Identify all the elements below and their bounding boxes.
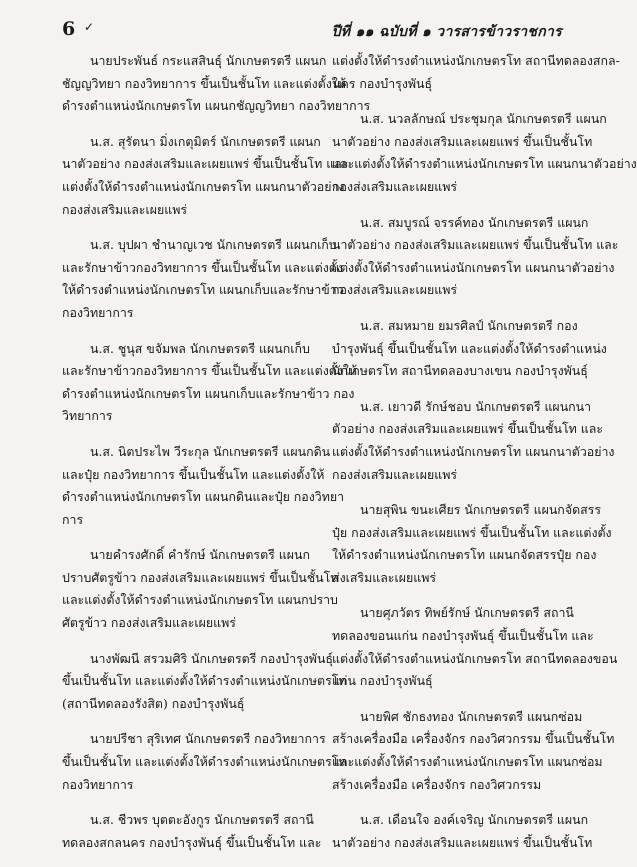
text-line: และแต่งตั้งให้ดำรงตำแหน่งนักเกษตรโท แผนกปราบ — [62, 592, 338, 608]
text-line: และแต่งตั้งให้ดำรงตำแหน่งนักเกษตรโท แผนกซ่อม — [332, 754, 603, 770]
text-line: นคร กองบำรุงพันธุ์ — [332, 75, 433, 91]
text-line: น.ส. นิตประไพ วีระกุล นักเกษตรตรี แผนกดิน — [90, 443, 331, 459]
text-line: กองส่งเสริมและเผยแพร่ — [62, 201, 188, 217]
running-title: ปีที่ ๑๑ ฉบับที่ ๑ วารสารข้าวราชการ — [331, 24, 562, 40]
text-line: (สถานีทดลองรังสิต) กองบำรุงพันธุ์ — [62, 695, 245, 711]
text-line: น.ส. นวลลักษณ์ ประชุมกุล นักเกษตรตรี แผนก — [360, 111, 607, 127]
text-line: การ — [62, 511, 84, 527]
text-line: กองส่งเสริมและเผยแพร่ — [332, 178, 458, 194]
text-line: น.ส. ชูนุส ขจัมพล นักเกษตรตรี แผนกเก็บ — [90, 340, 310, 356]
text-line: ปราบศัตรูข้าว กองส่งเสริมและเผยแพร่ ขึ้นเป็นชั้นโท — [62, 569, 339, 585]
text-line: นาตัวอย่าง กองส่งเสริมและเผยแพร่ ขึ้นเป็นชั้นโท — [332, 834, 593, 850]
announcement-paragraph — [62, 131, 349, 221]
announcement-paragraph — [332, 212, 619, 302]
announcement-paragraph — [332, 108, 637, 198]
announcement-paragraph — [332, 706, 615, 796]
text-line: กองวิทยาการ — [62, 776, 134, 792]
text-line: นายศุภวัตร ทิพย์รักษ์ นักเกษตรตรี สถานี — [360, 605, 574, 621]
right-column — [332, 50, 637, 867]
text-line: นายประพันธ์ กระแสสินธุ์ นักเกษตรตรี แผนก — [90, 53, 327, 68]
text-line: ให้ดำรงตำแหน่งนักเกษตรโท แผนกจัดสรรปุ๋ย กอง — [332, 547, 597, 563]
text-line: และปุ๋ย กองวิทยาการ ขึ้นเป็นชั้นโท และแต่งตั้งให้ — [62, 466, 325, 482]
text-line: บำรุงพันธุ์ ขึ้นเป็นชั้นโท และแต่งตั้งให้ดำรงตำแหน่ง — [332, 340, 607, 356]
text-line: แต่งตั้งให้ดำรงตำแหน่งนักเกษตรโท แผนกนาตัวอย่าง — [332, 443, 615, 459]
announcement-paragraph — [332, 396, 615, 486]
announcement-paragraph — [62, 809, 322, 854]
text-line: นาตัวอย่าง กองส่งเสริมและเผยแพร่ ขึ้นเป็นชั้นโท — [332, 133, 593, 149]
text-line: ให้ดำรงตำแหน่งนักเกษตรโท แผนกเก็บและรักษาข้าว — [62, 282, 344, 298]
text-line: แต่งตั้งให้ดำรงตำแหน่งนักเกษตรโท สถานีทดลองขอน — [332, 650, 618, 666]
announcement-paragraph — [332, 602, 618, 692]
text-line: ทดลองสกลนคร กองบำรุงพันธุ์ ขึ้นเป็นชั้นโท และ — [62, 834, 322, 850]
text-line: น.ส. เยาวดี รักษ์ชอบ นักเกษตรตรี แผนกนา — [360, 398, 592, 414]
text-line: น.ส. สมบูรณ์ จรรค์ทอง นักเกษตรตรี แผนก — [360, 214, 589, 230]
announcement-paragraph — [62, 648, 347, 716]
announcement-paragraph — [332, 809, 593, 854]
announcement-paragraph — [62, 50, 371, 118]
announcement-paragraph — [62, 728, 347, 796]
text-line: นายพิศ ชักธงทอง นักเกษตรตรี แผนกซ่อม — [360, 708, 583, 724]
text-line: นาตัวอย่าง กองส่งเสริมและเผยแพร่ ขึ้นเป็นชั้นโท และ — [62, 156, 349, 172]
text-line: สร้างเครื่องมือ เครื่องจักร กองวิศวกรรม ขึ้นเป็นชั้นโท — [332, 731, 615, 747]
text-line: ขึ้นเป็นชั้นโท และแต่งตั้งให้ดำรงตำแหน่งนักเกษตรโท — [62, 754, 347, 770]
text-line: ทดลองขอนแก่น กองบำรุงพันธุ์ ขึ้นเป็นชั้นโท และ — [332, 628, 594, 644]
text-line: ชัญญวิทยา กองวิทยาการ ขึ้นเป็นชั้นโท และแต่งตั้งให้ — [62, 75, 346, 91]
text-line: น.ส. สุรัตนา มิ่งเกตุมิตร์ นักเกษตรตรี แผนก — [90, 133, 321, 149]
text-line: นายสุพิน ขนะเศียร นักเกษตรตรี แผนกจัดสรร — [360, 502, 601, 518]
text-line: นักเกษตรโท สถานีทดลองบางเขน กองบำรุงพันธุ์ — [332, 363, 588, 379]
text-line: น.ส. บุปผา ชำนาญเวช นักเกษตรตรี แผนกเก็บ — [90, 237, 337, 253]
text-line: ศัตรูข้าว กองส่งเสริมและเผยแพร่ — [62, 615, 236, 631]
announcement-paragraph — [62, 234, 344, 324]
page-header — [62, 18, 562, 42]
text-line: น.ส. เดือนใจ องค์เจริญ นักเกษตรตรี แผนก — [360, 812, 589, 828]
page-number: 6 — [62, 18, 76, 40]
text-line: กองวิทยาการ — [62, 304, 134, 320]
check-mark-icon: ✓ — [84, 20, 95, 34]
text-line: ตัวอย่าง กองส่งเสริมและเผยแพร่ ขึ้นเป็นชั้นโท และ — [332, 421, 604, 437]
text-line: และรักษาข้าวกองวิทยาการ ขึ้นเป็นชั้นโท และแต่งตั้งให้ — [62, 363, 358, 379]
text-line: แก่น กองบำรุงพันธุ์ — [332, 673, 433, 689]
text-line: และแต่งตั้งให้ดำรงตำแหน่งนักเกษตรโท แผนกนาตัวอย่าง — [332, 156, 637, 172]
text-line: กองส่งเสริมและเผยแพร่ — [332, 282, 458, 298]
text-line: ขึ้นเป็นชั้นโท และแต่งตั้งให้ดำรงตำแหน่งนักเกษตรโท — [62, 673, 347, 689]
announcement-paragraph — [332, 315, 607, 383]
text-line: แต่งตั้งให้ดำรงตำแหน่งนักเกษตรโท แผนกนาตัวอย่าง — [62, 178, 345, 194]
announcement-paragraph — [332, 499, 612, 589]
text-line: ปุ๋ย กองส่งเสริมและเผยแพร่ ขึ้นเป็นชั้นโท และแต่งตั้ง — [332, 524, 612, 540]
text-line: แต่งตั้งให้ดำรงตำแหน่งนักเกษตรโท แผนกนาตัวอย่าง — [332, 259, 615, 275]
text-line: นาตัวอย่าง กองส่งเสริมและเผยแพร่ ขึ้นเป็นชั้นโท และ — [332, 237, 619, 253]
announcement-paragraph — [332, 50, 620, 95]
text-line: แต่งตั้งให้ดำรงตำแหน่งนักเกษตรโท สถานีทดลองสกล- — [332, 53, 620, 68]
text-line: น.ส. สมหมาย ยมรศิลป์ นักเกษตรตรี กอง — [360, 317, 578, 333]
left-column — [62, 50, 371, 867]
text-line: สร้างเครื่องมือ เครื่องจักร กองวิศวกรรม — [332, 776, 542, 792]
text-line: และรักษาข้าวกองวิทยาการ ขึ้นเป็นชั้นโท และแต่งตั้ง — [62, 259, 343, 275]
text-line: นางพัฒนี สรวมศิริ นักเกษตรตรี กองบำรุงพันธุ์ — [90, 650, 333, 666]
text-line: ส่งเสริมและเผยแพร่ — [332, 569, 437, 585]
announcement-paragraph — [62, 544, 339, 634]
text-line: นายคำรงศักดิ์ คำรักษ์ นักเกษตรตรี แผนก — [90, 547, 310, 563]
text-line: ดำรงตำแหน่งนักเกษตรโท แผนกเก็บและรักษาข้าว กอง — [62, 385, 355, 401]
text-line: กองส่งเสริมและเผยแพร่ — [332, 466, 458, 482]
text-line: น.ส. ชีวพร บุตตะอังกูร นักเกษตรตรี สถานี — [90, 812, 314, 828]
text-line: ดำรงตำแหน่งนักเกษตรโท แผนกชัญญวิทยา กองวิทยาการ — [62, 98, 371, 114]
text-line: ดำรงตำแหน่งนักเกษตรโท แผนกดินและปุ๋ย กองวิทยา — [62, 489, 345, 505]
announcement-paragraph — [62, 338, 358, 428]
announcement-paragraph — [62, 441, 345, 531]
text-line: นายปรีชา สุริเทศ นักเกษตรตรี กองวิทยาการ — [90, 731, 326, 747]
text-line: วิทยาการ — [62, 408, 113, 424]
